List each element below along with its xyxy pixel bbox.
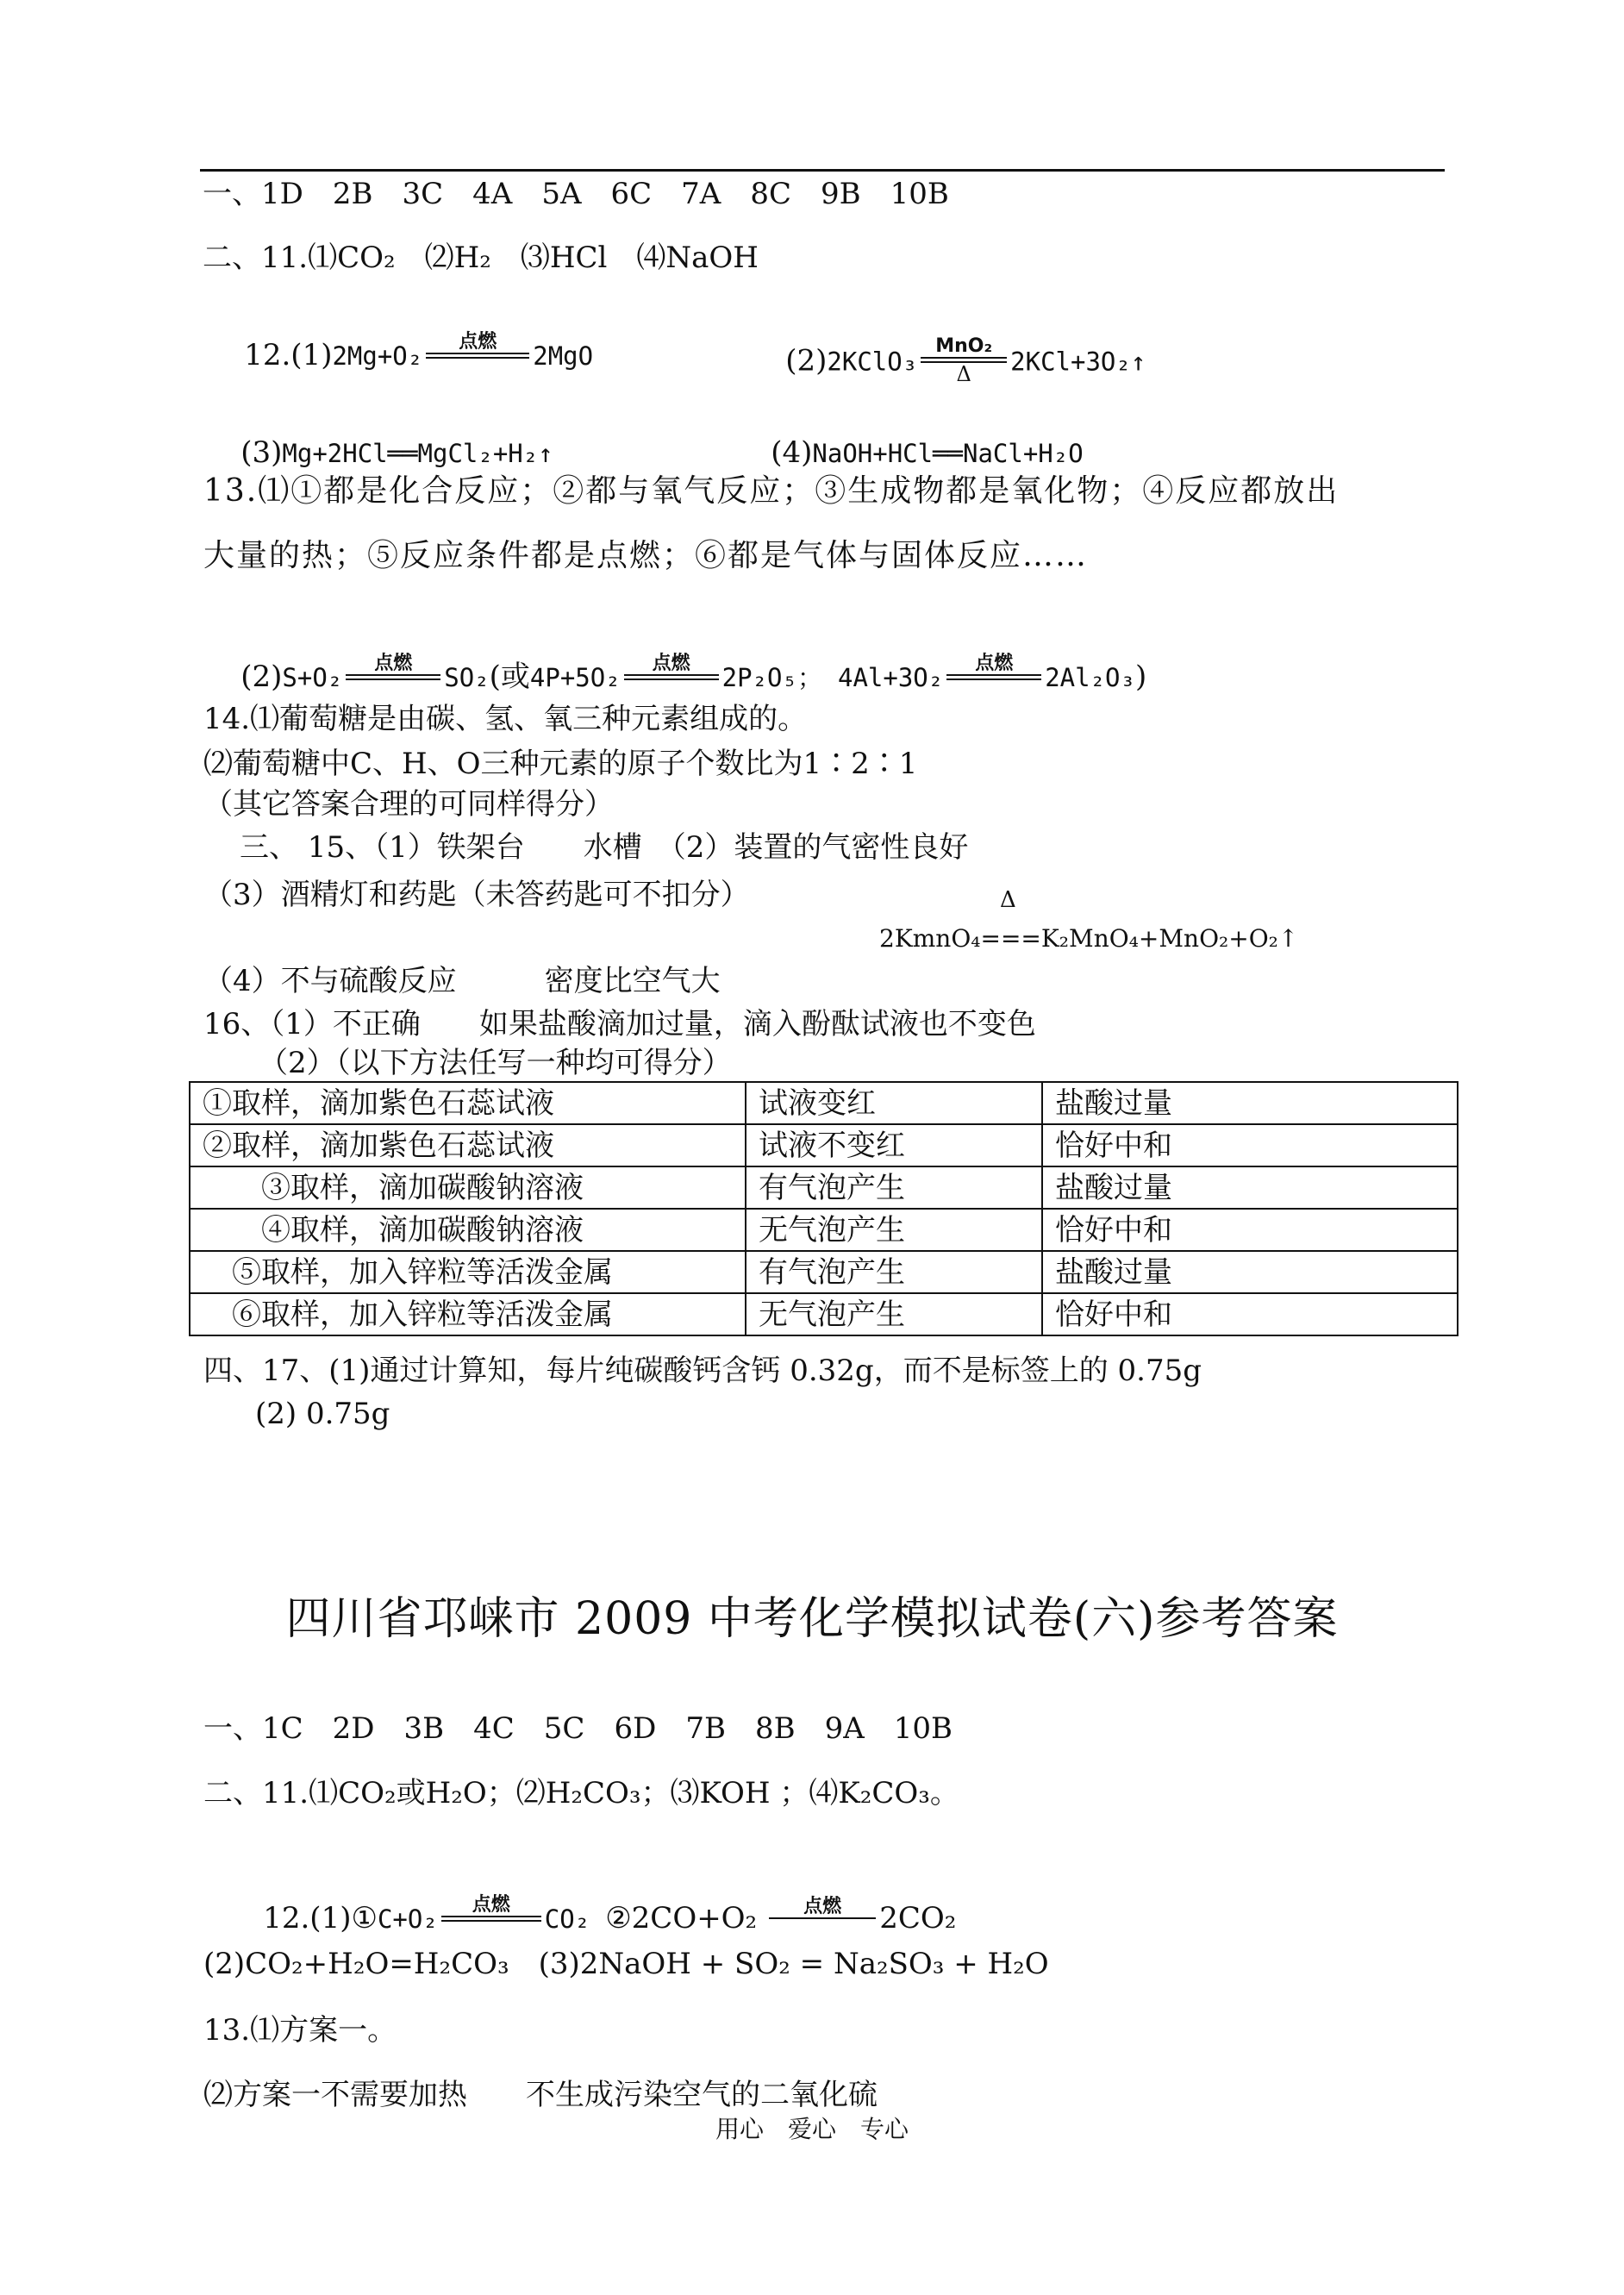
q13-e2-right: 2P₂O₅； <box>721 663 822 692</box>
q13-e3-right: 2Al₂O₃ <box>1045 663 1135 692</box>
table-cell: 无气泡产生 <box>746 1209 1042 1251</box>
condition-text: 点燃 <box>374 652 413 674</box>
q12-4-prefix: (4) <box>771 435 813 470</box>
equation-bar <box>946 674 1041 680</box>
table-row <box>190 1082 1458 1124</box>
table-cell: 盐酸过量 <box>1042 1082 1458 1124</box>
condition-text: MnO₂ <box>935 335 993 357</box>
table-cell: ②取样，滴加紫色石蕊试液 <box>190 1124 746 1166</box>
condition-below: Δ <box>956 362 971 386</box>
table-cell: 试液变红 <box>746 1082 1042 1124</box>
q12-e1-left: C+O₂ <box>377 1904 438 1934</box>
answer-q14-1: 14.⑴葡萄糖是由碳、氢、氧三种元素组成的。 <box>203 702 808 736</box>
table-row <box>190 1166 1458 1209</box>
equation-bar <box>346 674 440 680</box>
table-cell: 恰好中和 <box>1042 1293 1458 1335</box>
table-cell: ⑥取样，加入锌粒等活泼金属 <box>190 1293 746 1335</box>
top-rule <box>200 169 1445 172</box>
q12-prefix: 12.(1)① <box>263 1901 378 1935</box>
answer-q17-1: 四、17、(1)通过计算知，每片纯碳酸钙含钙 0.32g，而不是标签上的 0.75g <box>203 1354 1202 1388</box>
equation-bar <box>426 353 529 359</box>
q13-e1-left: S+O₂ <box>282 663 343 692</box>
table-cell: 盐酸过量 <box>1042 1251 1458 1293</box>
q12-e1-condition <box>441 1895 541 1922</box>
answer2-line-q11: 二、11.⑴CO₂或H₂O；⑵H₂CO₃；⑶KOH ；⑷K₂CO₃。 <box>203 1776 959 1810</box>
answer-table <box>189 1081 1458 1336</box>
table-cell: 有气泡产生 <box>746 1166 1042 1209</box>
q13-e1-condition <box>346 653 440 680</box>
table-row <box>190 1209 1458 1251</box>
answer2-q13-2: ⑵方案一不需要加热 不生成污染空气的二氧化硫 <box>203 2078 878 2112</box>
q13-2-prefix: (2) <box>240 660 283 694</box>
q12-1-prefix: 12.(1) <box>244 338 333 372</box>
answer2-q13-1: 13.⑴方案一。 <box>203 2013 397 2048</box>
table-row <box>190 1124 1458 1166</box>
answer2-line-mc: 一、1C 2D 3B 4C 5C 6D 7B 8B 9A 10B <box>203 1711 953 1746</box>
table-cell: 无气泡产生 <box>746 1293 1042 1335</box>
q12-2-left: 2KClO₃ <box>827 347 918 377</box>
answer-q15-1: 三、 15、（1）铁架台 水槽 （2）装置的气密性良好 <box>240 830 969 865</box>
q12-e2-right: 2CO₂ <box>879 1901 957 1935</box>
q13-e3-condition <box>946 653 1041 680</box>
table-row <box>190 1293 1458 1335</box>
condition-text: 点燃 <box>803 1896 842 1917</box>
condition-text: 点燃 <box>459 330 497 353</box>
q13-or: (或 <box>489 660 530 694</box>
answer-q12-1 <box>207 303 593 408</box>
equation-bar <box>441 1916 541 1922</box>
table-cell: ③取样，滴加碳酸钠溶液 <box>190 1166 746 1209</box>
q12-3-equation: Mg+2HCl══MgCl₂+H₂↑ <box>282 439 553 468</box>
answer-q15-3: （3）酒精灯和药匙（未答药匙可不扣分） <box>203 878 750 912</box>
answer-q14-note: （其它答案合理的可同样得分） <box>203 787 614 822</box>
answer-q16-2: （2）（以下方法任写一种均可得分） <box>259 1046 732 1080</box>
table-cell: ⑤取样，加入锌粒等活泼金属 <box>190 1251 746 1293</box>
page-footer: 用心 爱心 专心 <box>715 2115 909 2143</box>
condition-text: 点燃 <box>652 652 690 674</box>
answer-q17-2: (2) 0.75g <box>255 1397 390 1431</box>
q12-1-condition <box>426 332 529 359</box>
answer-line-q11: 二、11.⑴CO₂ ⑵H₂ ⑶HCl ⑷NaOH <box>203 241 759 275</box>
table-cell: 试液不变红 <box>746 1124 1042 1166</box>
table-cell: 恰好中和 <box>1042 1209 1458 1251</box>
answer2-line-q12-2: (2)CO₂+H₂O=H₂CO₃ (3)2NaOH + SO₂ = Na₂SO₃ + H₂O <box>203 1947 1049 1981</box>
q12-1-left: 2Mg+O₂ <box>332 341 423 371</box>
answer-line-mc: 一、1D 2B 3C 4A 5A 6C 7A 8C 9B 10B <box>203 177 949 211</box>
table-cell: 恰好中和 <box>1042 1124 1458 1166</box>
q12-4-equation: NaOH+HCl══NaCl+H₂O <box>812 439 1084 468</box>
q13-e1-right: SO₂ <box>444 663 490 692</box>
answer-q13-line2: 大量的热；⑤反应条件都是点燃；⑥都是气体与固体反应…… <box>203 538 1089 573</box>
table-cell: ①取样，滴加紫色石蕊试液 <box>190 1082 746 1124</box>
q13-e3-left: 4Al+3O₂ <box>837 663 944 692</box>
table-cell: 有气泡产生 <box>746 1251 1042 1293</box>
equation-bar <box>769 1917 876 1919</box>
q12-e2-condition <box>769 1897 876 1919</box>
q13-e2-left: 4P+5O₂ <box>529 663 621 692</box>
answer-q13-line1: 13.⑴①都是化合反应；②都与氧气反应；③生成物都是氧化物；④反应都放出 <box>203 473 1340 509</box>
equation-bar <box>624 674 719 680</box>
table-cell: 盐酸过量 <box>1042 1166 1458 1209</box>
answer-q16-1: 16、（1）不正确 如果盐酸滴加过量，滴入酚酞试液也不变色 <box>203 1007 1036 1041</box>
q12-3-prefix: (3) <box>240 435 283 470</box>
q12-e2-left: ②2CO+O₂ <box>605 1901 758 1935</box>
q13-e2-condition <box>624 653 719 680</box>
q12-2-prefix: (2) <box>785 343 828 378</box>
page-title: 四川省邛崃市 2009 中考化学模拟试卷(六)参考答案 <box>285 1593 1339 1645</box>
condition-text: 点燃 <box>472 1893 510 1916</box>
q12-2-condition <box>921 336 1007 385</box>
q13-close: ) <box>1134 660 1147 694</box>
condition-text: 点燃 <box>975 652 1014 674</box>
answer-q15-delta: Δ <box>1000 887 1016 913</box>
q12-1-right: 2MgO <box>533 341 594 371</box>
answer-q15-equation: 2KmnO₄===K₂MnO₄+MnO₂+O₂↑ <box>879 924 1299 953</box>
answer-q14-2: ⑵葡萄糖中C、H、O三种元素的原子个数比为1∶2∶1 <box>203 747 918 781</box>
answer-q15-4: （4）不与硫酸反应 密度比空气大 <box>203 964 721 998</box>
q12-2-right: 2KCl+3O₂↑ <box>1010 347 1146 377</box>
table-row <box>190 1251 1458 1293</box>
table-cell: ④取样，滴加碳酸钠溶液 <box>190 1209 746 1251</box>
q12-e1-right: CO₂ <box>544 1904 590 1934</box>
